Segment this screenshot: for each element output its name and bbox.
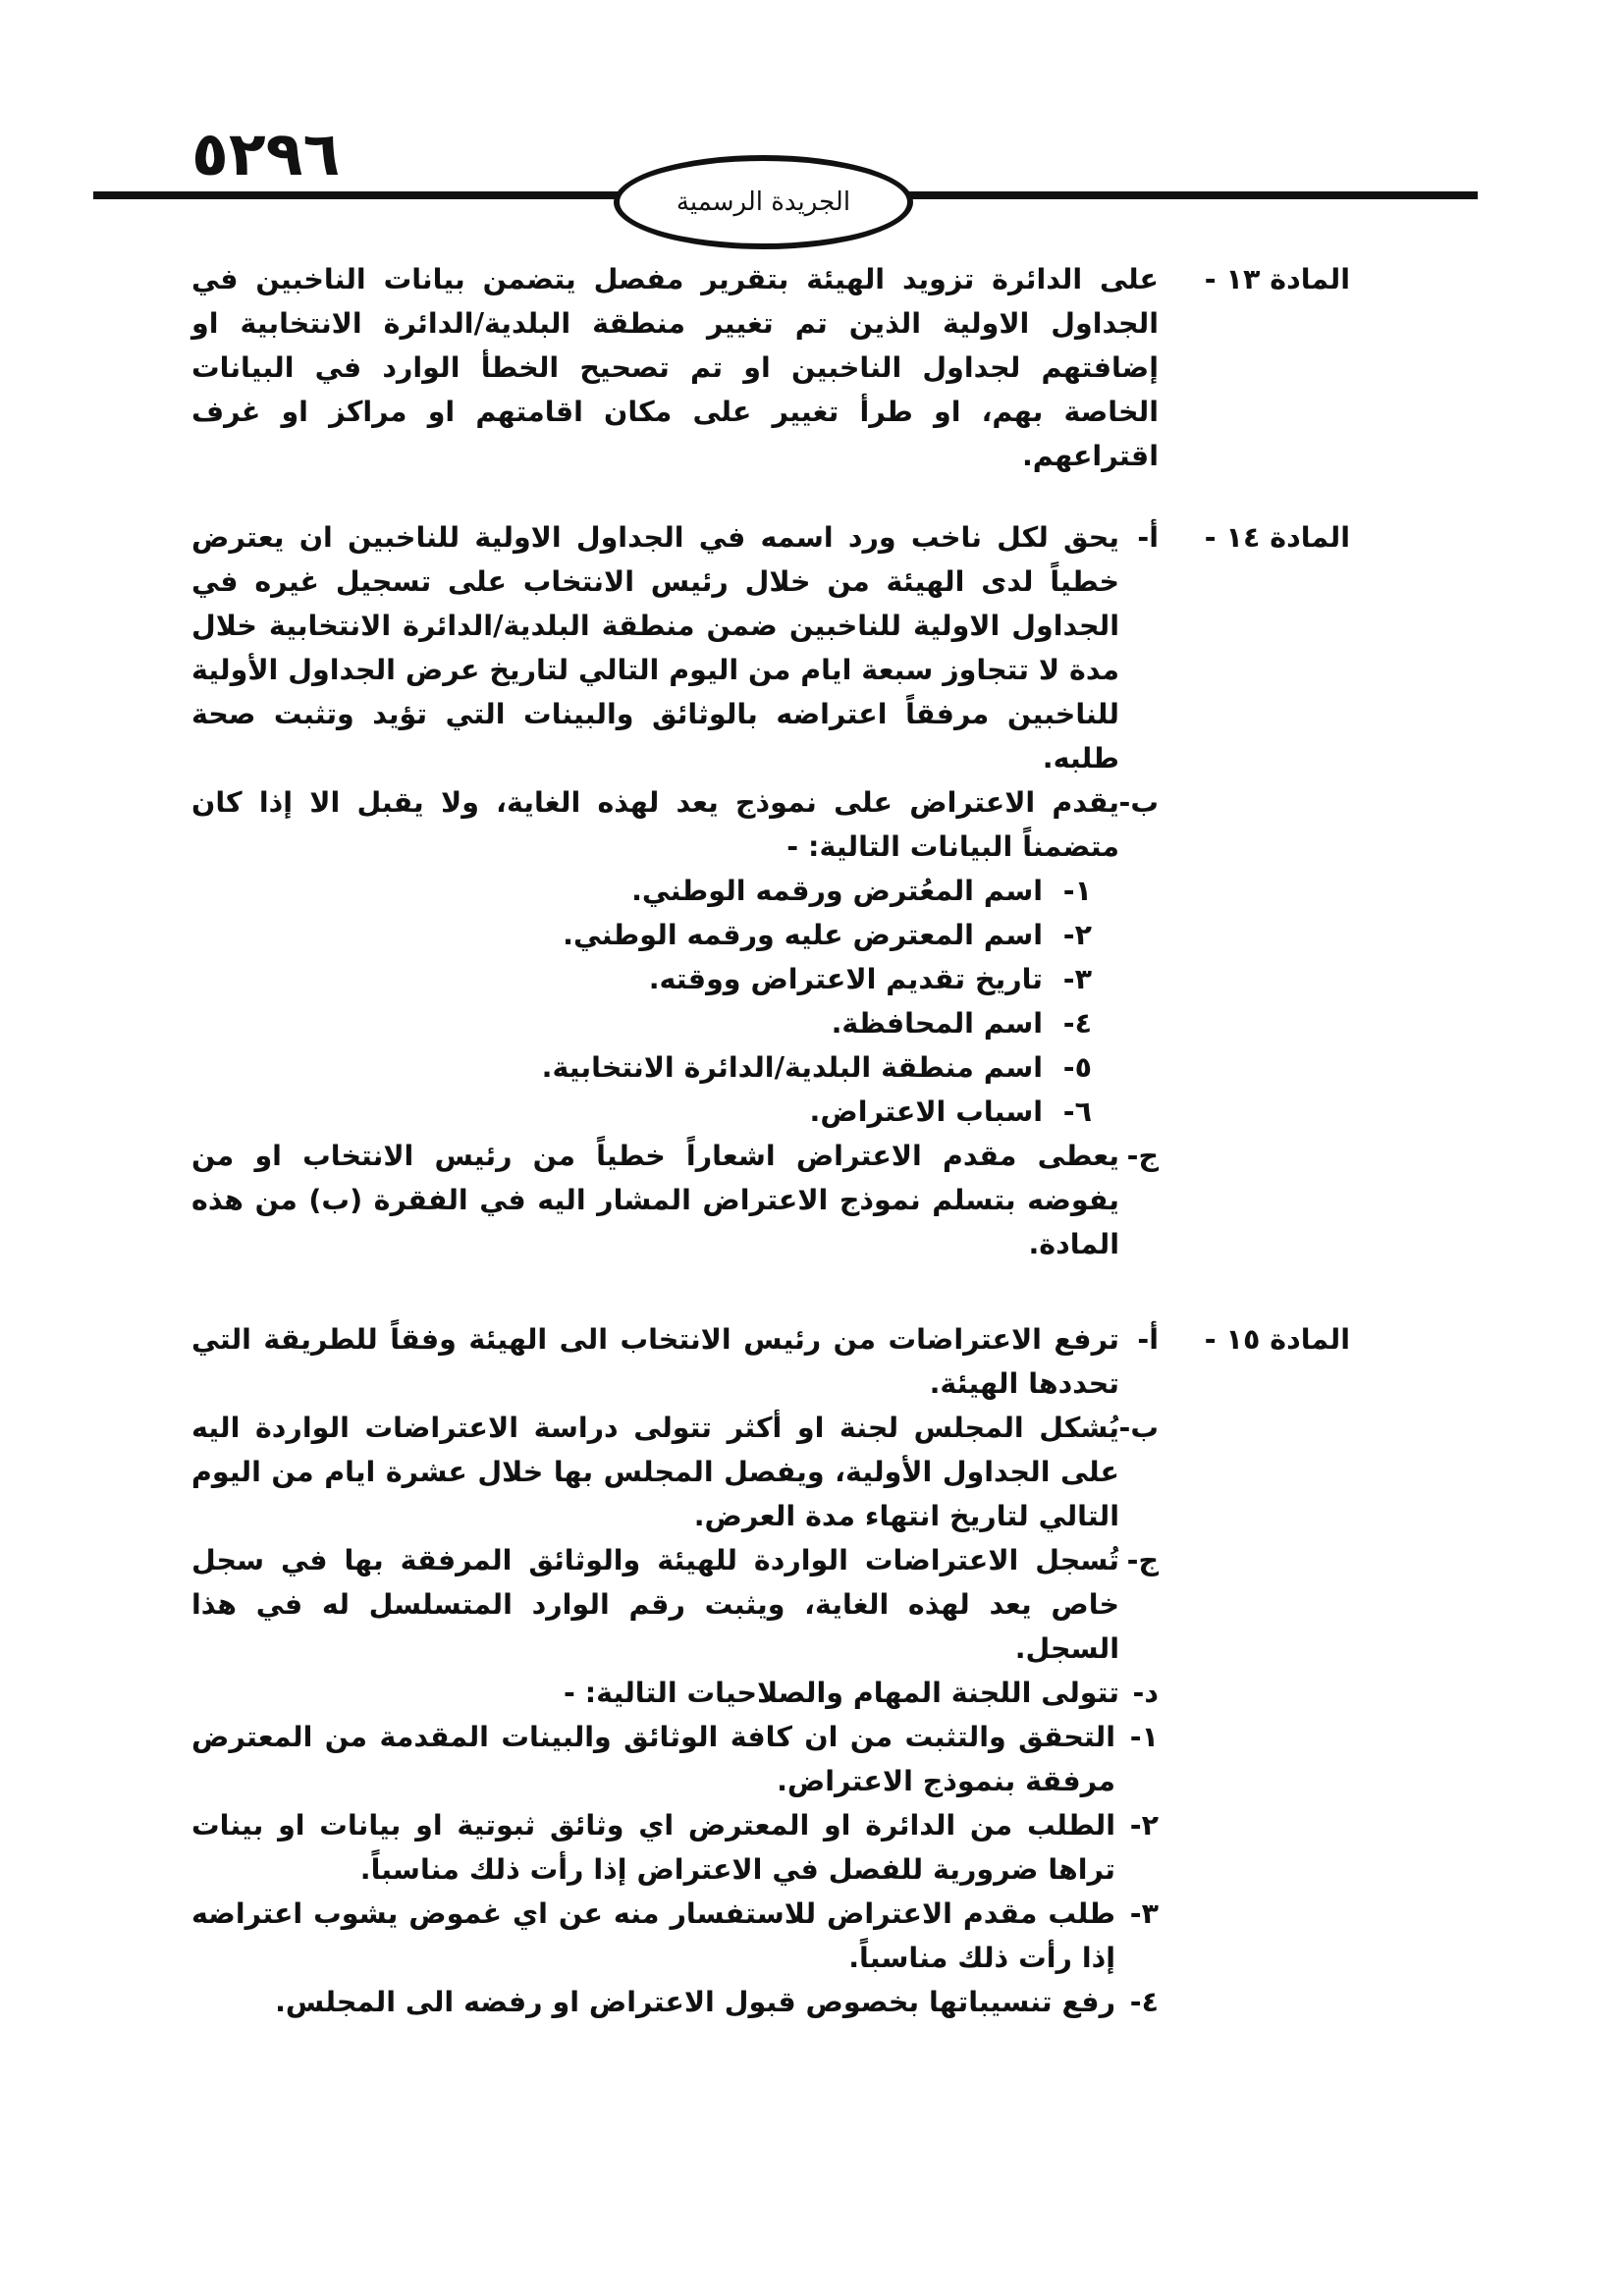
article-14	[191, 515, 1350, 1266]
gazette-masthead	[614, 155, 913, 249]
list-item: ٥-اسم منطقة البلدية/الدائرة الانتخابية.	[541, 1051, 1092, 1084]
clause-b-text: يقدم الاعتراض على نموذج يعد لهذه الغاية، ولا يقبل الا إذا كان متضمناً البيانات التالية: -	[191, 786, 1119, 863]
clause-d-text: تتولى اللجنة المهام والصلاحيات التالية: -	[564, 1677, 1119, 1709]
list-item: ٦-اسباب الاعتراض.	[809, 1095, 1092, 1128]
article-14-clause-a	[191, 515, 1159, 780]
clause-b-mark: ب-	[1118, 1412, 1159, 1444]
clause-a-mark: أ-	[1137, 1323, 1159, 1356]
list-item: ٢- الطلب من الدائرة او المعترض اي وثائق ثبوتية او بيانات او بينات تراها ضرورية للفصل في الاعتراض إذا رأت ذلك مناسباً.	[191, 1809, 1159, 1886]
article-15-clause-a	[191, 1317, 1159, 1406]
clause-a-text: يحق لكل ناخب ورد اسمه في الجداول الاولية للناخبين ان يعترض خطياً لدى الهيئة من خلال رئيس الانتخاب على تسجيل غيره في الجداول الاولية للناخبين ضمن منطقة البلدية/الدائرة الانتخابية خلال مدة لا تتجاوز سبعة ايام من اليوم التالي لتاريخ عرض الجداول الأولية للناخبين مرفقاً اعتراضه بالوثائق والبينات التي تؤيد وتثبت صحة طلبه.	[191, 521, 1119, 774]
clause-a-mark: أ-	[1137, 521, 1159, 554]
article-15-clause-c	[191, 1538, 1159, 1671]
clause-b-mark: ب-	[1118, 786, 1159, 819]
document-body	[191, 257, 1350, 2024]
article-13-label: المادة ١٣ -	[1204, 263, 1350, 295]
header-rule-right	[908, 191, 1478, 199]
article-15-clause-b	[191, 1406, 1159, 1538]
page-number: ٥٢٩٦	[191, 118, 341, 189]
article-15-clause-d	[191, 1671, 1159, 2024]
article-15	[191, 1317, 1350, 2024]
clause-c-text: يعطى مقدم الاعتراض اشعاراً خطياً من رئيس الانتخاب او من يفوضه بتسلم نموذج الاعتراض المشار اليه في الفقرة (ب) من هذه المادة.	[191, 1140, 1119, 1260]
clause-b-text: يُشكل المجلس لجنة او أكثر تتولى دراسة الاعتراضات الواردة اليه على الجداول الأولية، ويفصل المجلس بها خلال عشرة ايام من اليوم التالي لتاريخ انتهاء مدة العرض.	[191, 1412, 1119, 1532]
list-item: ١- التحقق والتثبت من ان كافة الوثائق والبينات المقدمة من المعترض مرفقة بنموذج الاعتراض.	[191, 1721, 1159, 1797]
clause-c-text: تُسجل الاعتراضات الواردة للهيئة والوثائق المرفقة بها في سجل خاص يعد لهذه الغاية، ويثبت رقم الوارد المتسلسل له في هذا السجل.	[191, 1544, 1119, 1665]
clause-c-mark: ج-	[1126, 1544, 1159, 1576]
article-14-clause-c	[191, 1134, 1159, 1266]
article-14-clause-b	[191, 780, 1159, 1134]
list-item: ٣-تاريخ تقديم الاعتراض ووقته.	[648, 963, 1092, 995]
clause-a-text: ترفع الاعتراضات من رئيس الانتخاب الى الهيئة وفقاً للطريقة التي تحددها الهيئة.	[191, 1323, 1119, 1400]
list-item: ٤- رفع تنسيباتها بخصوص قبول الاعتراض او رفضه الى المجلس.	[275, 1986, 1159, 2018]
list-item: ٢-اسم المعترض عليه ورقمه الوطني.	[563, 919, 1092, 951]
article-13	[191, 257, 1350, 478]
clause-c-mark: ج-	[1126, 1140, 1159, 1172]
list-item: ٣- طلب مقدم الاعتراض للاستفسار منه عن اي غموض يشوب اعتراضه إذا رأت ذلك مناسباً.	[191, 1897, 1159, 1974]
header-rule-left	[93, 191, 619, 199]
masthead-title: الجريدة الرسمية	[676, 187, 851, 217]
list-item: ١-اسم المعُترض ورقمه الوطني.	[631, 875, 1092, 907]
clause-d-mark: د-	[1132, 1677, 1159, 1709]
article-15-label: المادة ١٥ -	[1204, 1323, 1350, 1356]
article-14-label: المادة ١٤ -	[1204, 521, 1350, 554]
article-13-text: على الدائرة تزويد الهيئة بتقرير مفصل يتضمن بيانات الناخبين في الجداول الاولية الذين تم تغيير منطقة البلدية/الدائرة الانتخابية او إضافتهم لجداول الناخبين او تم تصحيح الخطأ الوارد في البيانات الخاصة بهم، او طرأ تغيير على مكان اقامتهم او مراكز او غرف اقتراعهم.	[191, 263, 1159, 472]
list-item: ٤-اسم المحافظة.	[831, 1007, 1092, 1040]
